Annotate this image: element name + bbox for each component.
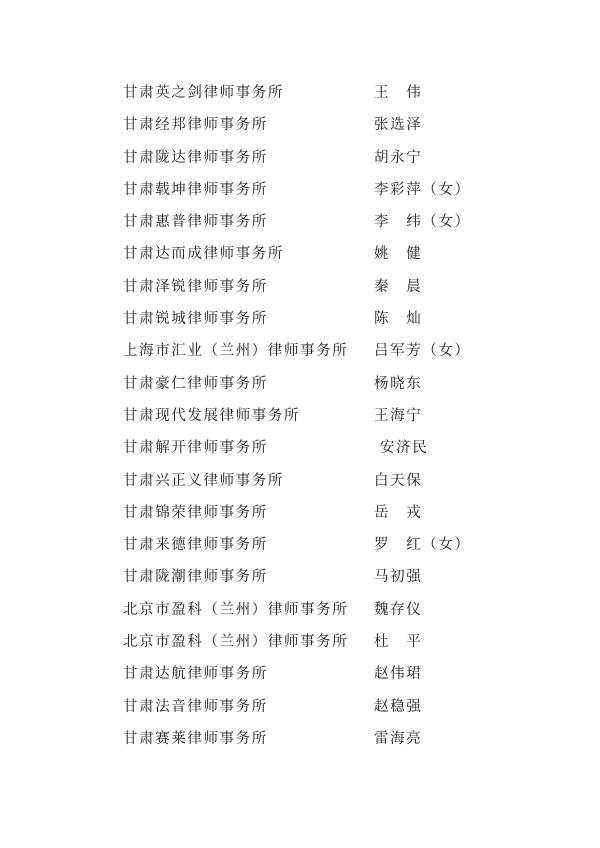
lawyer-name: 姚 健 bbox=[374, 246, 423, 263]
list-item bbox=[0, 432, 600, 464]
lawyer-name: 李 纬（女） bbox=[374, 214, 471, 231]
law-firm-name: 甘肃锐城律师事务所 bbox=[123, 311, 268, 328]
lawyer-name: 岳 戎 bbox=[374, 504, 423, 521]
list-item bbox=[0, 109, 600, 141]
list-item bbox=[0, 303, 600, 335]
list-item bbox=[0, 142, 600, 174]
lawyer-name: 罗 红（女） bbox=[374, 537, 471, 554]
law-firm-name: 甘肃来德律师事务所 bbox=[123, 537, 268, 554]
lawyer-name: 王 伟 bbox=[374, 85, 423, 101]
law-firm-name: 甘肃达而成律师事务所 bbox=[123, 246, 284, 263]
list-item bbox=[0, 368, 600, 400]
law-firm-name: 甘肃赛莱律师事务所 bbox=[123, 730, 268, 747]
list-item bbox=[0, 594, 600, 626]
lawyer-name: 李彩萍（女） bbox=[374, 181, 471, 198]
law-firm-name: 甘肃法音律师事务所 bbox=[123, 698, 268, 715]
law-firm-name: 上海市汇业（兰州）律师事务所 bbox=[123, 343, 349, 360]
law-firm-name: 甘肃载坤律师事务所 bbox=[123, 181, 268, 198]
law-firm-name: 甘肃锦荣律师事务所 bbox=[123, 504, 268, 521]
law-firm-name: 甘肃解开律师事务所 bbox=[123, 440, 268, 457]
lawyer-name: 胡永宁 bbox=[374, 149, 423, 166]
law-firm-name: 甘肃达航律师事务所 bbox=[123, 666, 268, 683]
law-firm-name: 甘肃泽锐律师事务所 bbox=[123, 278, 268, 295]
lawyer-name: 安济民 bbox=[380, 440, 429, 457]
list-item bbox=[0, 691, 600, 723]
lawyer-name: 张选泽 bbox=[374, 117, 423, 134]
list-item bbox=[0, 174, 600, 206]
law-firm-name: 甘肃陇潮律师事务所 bbox=[123, 569, 268, 586]
list-item bbox=[0, 335, 600, 367]
law-firm-name: 甘肃经邦律师事务所 bbox=[123, 117, 268, 134]
lawyer-name: 马初强 bbox=[374, 569, 423, 586]
law-firm-name: 甘肃陇达律师事务所 bbox=[123, 149, 268, 166]
lawyer-name: 白天保 bbox=[374, 472, 423, 489]
law-firm-name: 甘肃豪仁律师事务所 bbox=[123, 375, 268, 392]
lawyer-name: 陈 灿 bbox=[374, 311, 423, 328]
list-item bbox=[0, 238, 600, 270]
lawyer-name: 杨晓东 bbox=[374, 375, 423, 392]
list-item bbox=[0, 529, 600, 561]
lawyer-name: 赵伟珺 bbox=[374, 666, 423, 683]
list-item bbox=[0, 561, 600, 593]
law-firm-name: 北京市盈科（兰州）律师事务所 bbox=[123, 601, 349, 618]
lawyer-name: 吕军芳（女） bbox=[374, 343, 471, 360]
list-item bbox=[0, 206, 600, 238]
lawyer-name: 赵稳强 bbox=[374, 698, 423, 715]
list-item bbox=[0, 723, 600, 755]
law-firm-name: 甘肃英之剑律师事务所 bbox=[123, 85, 284, 101]
lawyer-name: 秦 晨 bbox=[374, 278, 423, 295]
list-item bbox=[0, 400, 600, 432]
list-item bbox=[0, 271, 600, 303]
law-firm-name: 北京市盈科（兰州）律师事务所 bbox=[123, 634, 349, 651]
law-firm-name: 甘肃惠普律师事务所 bbox=[123, 214, 268, 231]
law-firm-name: 甘肃现代发展律师事务所 bbox=[123, 407, 301, 424]
list-item bbox=[0, 497, 600, 529]
lawyer-name: 王海宁 bbox=[374, 407, 423, 424]
list-item bbox=[0, 77, 600, 109]
lawyer-name: 魏存仪 bbox=[374, 601, 423, 618]
lawyer-name: 雷海亮 bbox=[374, 730, 423, 747]
law-firm-name: 甘肃兴正义律师事务所 bbox=[123, 472, 284, 489]
lawyer-list bbox=[0, 77, 600, 755]
list-item bbox=[0, 465, 600, 497]
list-item bbox=[0, 658, 600, 690]
list-item bbox=[0, 626, 600, 658]
lawyer-name: 杜 平 bbox=[374, 634, 423, 651]
